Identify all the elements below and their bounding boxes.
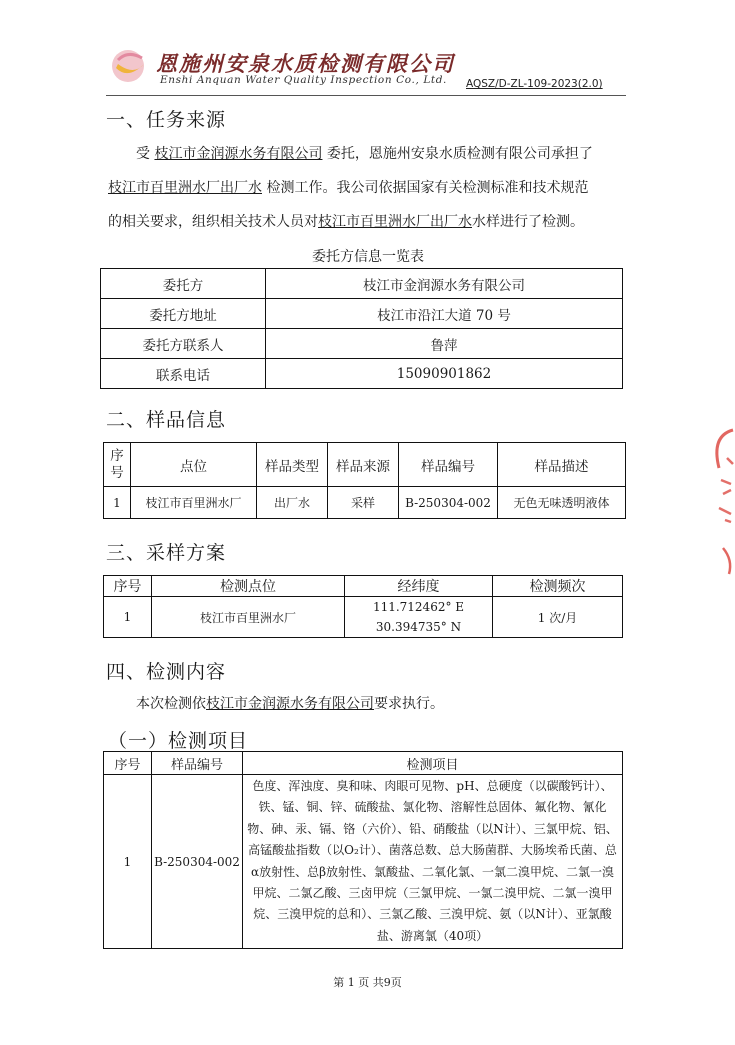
info-value: 15090901862 bbox=[266, 359, 623, 389]
header-divider bbox=[106, 95, 626, 96]
sample-info-table bbox=[103, 442, 626, 519]
info-label: 委托方 bbox=[101, 269, 266, 299]
info-label: 联系电话 bbox=[101, 359, 266, 389]
text: 检测工作。我公司依据国家有关检测标准和技术规范 bbox=[262, 180, 589, 196]
table-header-row bbox=[104, 443, 626, 487]
cell-seq: 1 bbox=[104, 775, 152, 949]
cell-test-items: 色度、浑浊度、臭和味、肉眼可见物、pH、总硬度（以碳酸钙计）、铁、锰、铜、锌、硫酸盐、氯化物、溶解性总固体、氟化物、氰化物、砷、汞、镉、铬（六价）、铅、硝酸盐（以N计）、三氯甲烷、铝、高锰酸盐指数（以O₂计）、菌落总数、总大肠菌群、大肠埃希氏菌、总α放射性、总β放射性、氯酸盐、二氧化氯、一氯二溴甲烷、二氯一溴甲烷、二氯乙酸、三卤甲烷（三氯甲烷、一氯二溴甲烷、二氯一溴甲烷、三溴甲烷的总和）、三氯乙酸、三溴甲烷、氨（以N计）、亚氯酸盐、游离氯（40项） bbox=[243, 775, 623, 949]
col-header-point: 检测点位 bbox=[152, 576, 345, 597]
page-number: 第 1 页 共9页 bbox=[333, 976, 402, 989]
sampling-plan-table bbox=[103, 575, 623, 638]
table-row bbox=[101, 269, 623, 299]
cell-code: B-250304-002 bbox=[152, 775, 243, 949]
col-header-type: 样品类型 bbox=[257, 443, 328, 487]
client-info-caption: 委托方信息一览表 bbox=[312, 249, 424, 265]
table-row bbox=[104, 597, 623, 638]
cell-seq: 1 bbox=[104, 597, 152, 638]
work-site: 枝江市百里洲水厂出厂水 bbox=[108, 180, 262, 196]
task-source-paragraph bbox=[108, 137, 628, 239]
table-header-row bbox=[104, 576, 623, 597]
section-title-test-content: 四、检测内容 bbox=[106, 661, 227, 683]
client-info-table bbox=[100, 268, 623, 389]
subsection-title-test-items: （一）检测项目 bbox=[108, 730, 249, 752]
table-row bbox=[104, 487, 626, 519]
text: 受 bbox=[136, 146, 155, 162]
section-title-task-source: 一、任务来源 bbox=[106, 109, 227, 131]
sample-water: 枝江市百里洲水厂出厂水 bbox=[318, 214, 472, 230]
seal-edge-icon bbox=[707, 428, 735, 578]
company-logo-icon bbox=[108, 46, 152, 86]
cell-type: 出厂水 bbox=[257, 487, 328, 519]
info-label: 委托方联系人 bbox=[101, 329, 266, 359]
info-value: 枝江市沿江大道 70 号 bbox=[266, 299, 623, 329]
col-header-seq: 序 号 bbox=[104, 443, 131, 487]
document-code: AQSZ/D-ZL-109-2023(2.0) bbox=[466, 78, 603, 90]
col-header-code: 样品编号 bbox=[152, 752, 243, 775]
longitude: 111.712462° E bbox=[372, 600, 465, 614]
col-header-freq: 检测频次 bbox=[493, 576, 623, 597]
cell-freq: 1 次/月 bbox=[493, 597, 623, 638]
table-header-row bbox=[104, 752, 623, 775]
col-header-items: 检测项目 bbox=[243, 752, 623, 775]
info-value: 枝江市金润源水务有限公司 bbox=[266, 269, 623, 299]
test-items-table bbox=[103, 751, 623, 949]
col-header-code: 样品编号 bbox=[399, 443, 498, 487]
table-row bbox=[104, 775, 623, 949]
info-label: 委托方地址 bbox=[101, 299, 266, 329]
section-title-sampling-plan: 三、采样方案 bbox=[106, 542, 227, 564]
table-row bbox=[101, 299, 623, 329]
cell-coords bbox=[345, 597, 493, 638]
client-name: 枝江市金润源水务有限公司 bbox=[206, 696, 374, 712]
cell-source: 采样 bbox=[328, 487, 399, 519]
info-value: 鲁萍 bbox=[266, 329, 623, 359]
company-name-cn: 恩施州安泉水质检测有限公司 bbox=[156, 51, 455, 76]
cell-code: B-250304-002 bbox=[399, 487, 498, 519]
col-header-coords: 经纬度 bbox=[345, 576, 493, 597]
company-name-en: Enshi Anquan Water Quality Inspection Co., Ltd. bbox=[160, 74, 447, 86]
text: 委托，恩施州安泉水质检测有限公司承担了 bbox=[322, 146, 593, 162]
text: 水样进行了检测。 bbox=[472, 214, 584, 230]
cell-seq: 1 bbox=[104, 487, 131, 519]
cell-desc: 无色无味透明液体 bbox=[498, 487, 626, 519]
col-header-seq: 序号 bbox=[104, 576, 152, 597]
cell-point: 枝江市百里洲水厂 bbox=[131, 487, 257, 519]
col-header-point: 点位 bbox=[131, 443, 257, 487]
client-name: 枝江市金润源水务有限公司 bbox=[154, 146, 323, 162]
text: 的相关要求，组织相关技术人员对 bbox=[108, 214, 318, 230]
test-content-paragraph bbox=[108, 687, 628, 721]
latitude: 30.394735° N bbox=[375, 620, 462, 634]
col-header-source: 样品来源 bbox=[328, 443, 399, 487]
text: 要求执行。 bbox=[374, 696, 444, 712]
col-header-desc: 样品描述 bbox=[498, 443, 626, 487]
text: 本次检测依 bbox=[136, 696, 206, 712]
col-header-seq: 序号 bbox=[104, 752, 152, 775]
table-row bbox=[101, 359, 623, 389]
table-row bbox=[101, 329, 623, 359]
cell-point: 枝江市百里洲水厂 bbox=[152, 597, 345, 638]
section-title-sample-info: 二、样品信息 bbox=[106, 409, 227, 431]
